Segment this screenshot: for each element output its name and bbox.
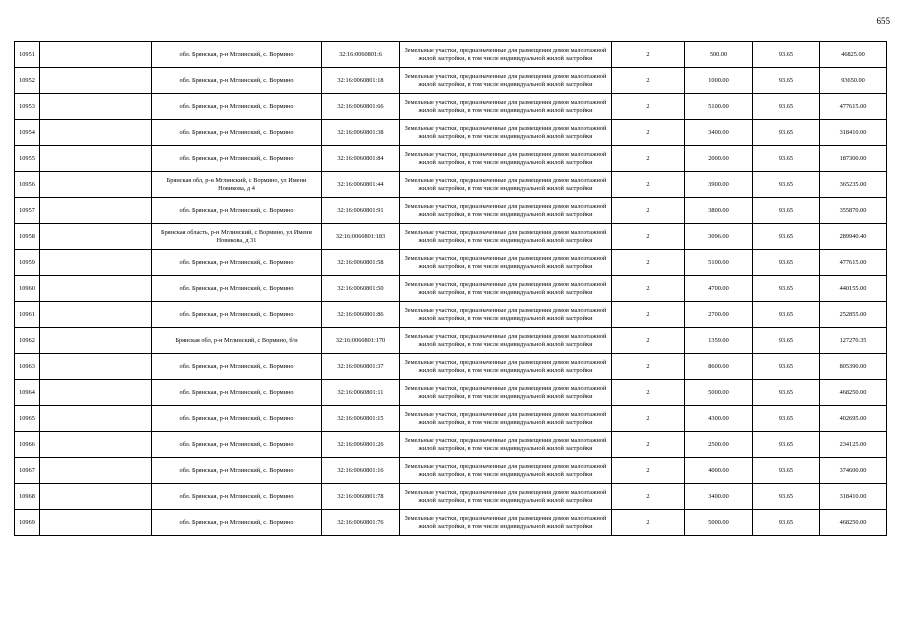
table-row	[15, 42, 887, 68]
row-number-cell: 10961	[15, 302, 40, 328]
row-number-cell: 10953	[15, 94, 40, 120]
group-cell: 2	[612, 42, 685, 68]
address-cell: обл. Брянская, р-н Мглинский, с. Вормино	[152, 406, 322, 432]
cadastral-value-cell: 468250.00	[820, 510, 887, 536]
row-number-cell: 10951	[15, 42, 40, 68]
row-number-cell: 10960	[15, 276, 40, 302]
blank-cell	[40, 510, 152, 536]
cadastral-number-cell: 32:16:0060801:50	[322, 276, 400, 302]
land-use-type-cell: Земельные участки, предназначенные для размещения домов малоэтажной жилой застройки, в том числе индивидуальной жилой застройки	[400, 328, 612, 354]
cadastral-number-cell: 32:16:0060801:6	[322, 42, 400, 68]
blank-cell	[40, 198, 152, 224]
land-use-type-cell: Земельные участки, предназначенные для размещения домов малоэтажной жилой застройки, в том числе индивидуальной жилой застройки	[400, 172, 612, 198]
group-cell: 2	[612, 172, 685, 198]
address-cell: Брянская область, р-н Мглинский, с Вормино, ул Имени Новикова, д 31	[152, 224, 322, 250]
land-registry-table	[14, 41, 887, 536]
land-use-type-cell: Земельные участки, предназначенные для размещения домов малоэтажной жилой застройки, в том числе индивидуальной жилой застройки	[400, 458, 612, 484]
group-cell: 2	[612, 328, 685, 354]
row-number-cell: 10962	[15, 328, 40, 354]
table-row	[15, 354, 887, 380]
group-cell: 2	[612, 68, 685, 94]
row-number-cell: 10957	[15, 198, 40, 224]
group-cell: 2	[612, 380, 685, 406]
blank-cell	[40, 328, 152, 354]
cadastral-value-cell: 477615.00	[820, 94, 887, 120]
cadastral-number-cell: 32:16:0060801:18	[322, 68, 400, 94]
blank-cell	[40, 276, 152, 302]
blank-cell	[40, 250, 152, 276]
cadastral-value-cell: 374600.00	[820, 458, 887, 484]
area-cell: 4700.00	[685, 276, 753, 302]
address-cell: Брянская обл, р-н Мглинский, с Вормино, ул Имени Новикова, д 4	[152, 172, 322, 198]
cadastral-number-cell: 32:16:0060801:183	[322, 224, 400, 250]
area-cell: 500.00	[685, 42, 753, 68]
cadastral-value-cell: 127270.35	[820, 328, 887, 354]
cadastral-value-cell: 318410.00	[820, 120, 887, 146]
row-number-cell: 10968	[15, 484, 40, 510]
group-cell: 2	[612, 354, 685, 380]
blank-cell	[40, 120, 152, 146]
row-number-cell: 10967	[15, 458, 40, 484]
area-cell: 3900.00	[685, 172, 753, 198]
blank-cell	[40, 42, 152, 68]
row-number-cell: 10955	[15, 146, 40, 172]
table-row	[15, 328, 887, 354]
blank-cell	[40, 484, 152, 510]
address-cell: обл. Брянская, р-н Мглинский, с. Вормино	[152, 276, 322, 302]
land-use-type-cell: Земельные участки, предназначенные для размещения домов малоэтажной жилой застройки, в том числе индивидуальной жилой застройки	[400, 380, 612, 406]
cadastral-value-cell: 355870.00	[820, 198, 887, 224]
land-use-type-cell: Земельные участки, предназначенные для размещения домов малоэтажной жилой застройки, в том числе индивидуальной жилой застройки	[400, 42, 612, 68]
table-row	[15, 172, 887, 198]
group-cell: 2	[612, 510, 685, 536]
land-use-type-cell: Земельные участки, предназначенные для размещения домов малоэтажной жилой застройки, в том числе индивидуальной жилой застройки	[400, 68, 612, 94]
area-cell: 3800.00	[685, 198, 753, 224]
cadastral-number-cell: 32:16:0060801:26	[322, 432, 400, 458]
area-cell: 1359.00	[685, 328, 753, 354]
table-body	[15, 42, 887, 536]
table-row	[15, 120, 887, 146]
blank-cell	[40, 380, 152, 406]
rate-cell: 93.65	[753, 198, 820, 224]
cadastral-number-cell: 32:16:0060801:66	[322, 94, 400, 120]
area-cell: 8600.00	[685, 354, 753, 380]
rate-cell: 93.65	[753, 276, 820, 302]
address-cell: обл. Брянская, р-н Мглинский, с. Вормино	[152, 432, 322, 458]
cadastral-value-cell: 234125.00	[820, 432, 887, 458]
cadastral-value-cell: 252855.00	[820, 302, 887, 328]
land-use-type-cell: Земельные участки, предназначенные для размещения домов малоэтажной жилой застройки, в том числе индивидуальной жилой застройки	[400, 276, 612, 302]
page-number: 655	[876, 16, 890, 26]
land-use-type-cell: Земельные участки, предназначенные для размещения домов малоэтажной жилой застройки, в том числе индивидуальной жилой застройки	[400, 250, 612, 276]
row-number-cell: 10966	[15, 432, 40, 458]
cadastral-value-cell: 402695.00	[820, 406, 887, 432]
cadastral-number-cell: 32:16:0060801:15	[322, 406, 400, 432]
cadastral-number-cell: 32:16:0060801:84	[322, 146, 400, 172]
cadastral-value-cell: 468250.00	[820, 380, 887, 406]
group-cell: 2	[612, 94, 685, 120]
group-cell: 2	[612, 146, 685, 172]
blank-cell	[40, 458, 152, 484]
row-number-cell: 10964	[15, 380, 40, 406]
land-use-type-cell: Земельные участки, предназначенные для размещения домов малоэтажной жилой застройки, в том числе индивидуальной жилой застройки	[400, 432, 612, 458]
rate-cell: 93.65	[753, 354, 820, 380]
cadastral-number-cell: 32:16:0060801:78	[322, 484, 400, 510]
land-use-type-cell: Земельные участки, предназначенные для размещения домов малоэтажной жилой застройки, в том числе индивидуальной жилой застройки	[400, 120, 612, 146]
row-number-cell: 10954	[15, 120, 40, 146]
rate-cell: 93.65	[753, 458, 820, 484]
area-cell: 2700.00	[685, 302, 753, 328]
address-cell: обл. Брянская, р-н Мглинский, с. Вормино	[152, 458, 322, 484]
cadastral-number-cell: 32:16:0060801:58	[322, 250, 400, 276]
area-cell: 3096.00	[685, 224, 753, 250]
rate-cell: 93.65	[753, 250, 820, 276]
table-row	[15, 380, 887, 406]
group-cell: 2	[612, 484, 685, 510]
area-cell: 3400.00	[685, 484, 753, 510]
rate-cell: 93.65	[753, 432, 820, 458]
address-cell: обл. Брянская, р-н Мглинский, с. Вормино	[152, 354, 322, 380]
row-number-cell: 10959	[15, 250, 40, 276]
table-row	[15, 94, 887, 120]
area-cell: 4300.00	[685, 406, 753, 432]
land-use-type-cell: Земельные участки, предназначенные для размещения домов малоэтажной жилой застройки, в том числе индивидуальной жилой застройки	[400, 406, 612, 432]
blank-cell	[40, 432, 152, 458]
row-number-cell: 10969	[15, 510, 40, 536]
cadastral-value-cell: 440155.00	[820, 276, 887, 302]
row-number-cell: 10958	[15, 224, 40, 250]
table-row	[15, 68, 887, 94]
address-cell: обл. Брянская, р-н Мглинский, с. Вормино	[152, 42, 322, 68]
table-row	[15, 198, 887, 224]
blank-cell	[40, 146, 152, 172]
cadastral-value-cell: 93650.00	[820, 68, 887, 94]
area-cell: 2500.00	[685, 432, 753, 458]
rate-cell: 93.65	[753, 510, 820, 536]
land-use-type-cell: Земельные участки, предназначенные для размещения домов малоэтажной жилой застройки, в том числе индивидуальной жилой застройки	[400, 354, 612, 380]
address-cell: обл. Брянская, р-н Мглинский, с. Вормино	[152, 250, 322, 276]
address-cell: обл. Брянская, р-н Мглинский, с. Вормино	[152, 510, 322, 536]
table-row	[15, 250, 887, 276]
group-cell: 2	[612, 224, 685, 250]
group-cell: 2	[612, 120, 685, 146]
area-cell: 5000.00	[685, 380, 753, 406]
table-row	[15, 406, 887, 432]
cadastral-value-cell: 318410.00	[820, 484, 887, 510]
address-cell: Брянская обл, р-н Мглинский, с Вормино, б/н	[152, 328, 322, 354]
group-cell: 2	[612, 276, 685, 302]
table-row	[15, 302, 887, 328]
cadastral-number-cell: 32:16:0060801:37	[322, 354, 400, 380]
area-cell: 5000.00	[685, 510, 753, 536]
table-row	[15, 458, 887, 484]
table-row	[15, 276, 887, 302]
cadastral-number-cell: 32:16:0060801:38	[322, 120, 400, 146]
table-row	[15, 484, 887, 510]
rate-cell: 93.65	[753, 68, 820, 94]
area-cell: 5100.00	[685, 94, 753, 120]
blank-cell	[40, 94, 152, 120]
blank-cell	[40, 224, 152, 250]
rate-cell: 93.65	[753, 172, 820, 198]
cadastral-value-cell: 46825.00	[820, 42, 887, 68]
cadastral-value-cell: 289940.40	[820, 224, 887, 250]
blank-cell	[40, 354, 152, 380]
address-cell: обл. Брянская, р-н Мглинский, с. Вормино	[152, 94, 322, 120]
area-cell: 3400.00	[685, 120, 753, 146]
address-cell: обл. Брянская, р-н Мглинский, с. Вормино	[152, 380, 322, 406]
rate-cell: 93.65	[753, 42, 820, 68]
address-cell: обл. Брянская, р-н Мглинский, с. Вормино	[152, 68, 322, 94]
rate-cell: 93.65	[753, 328, 820, 354]
land-use-type-cell: Земельные участки, предназначенные для размещения домов малоэтажной жилой застройки, в том числе индивидуальной жилой застройки	[400, 510, 612, 536]
group-cell: 2	[612, 406, 685, 432]
cadastral-number-cell: 32:16:0060801:76	[322, 510, 400, 536]
cadastral-number-cell: 32:16:0060801:44	[322, 172, 400, 198]
rate-cell: 93.65	[753, 302, 820, 328]
cadastral-number-cell: 32:16:0060801:16	[322, 458, 400, 484]
area-cell: 5100.00	[685, 250, 753, 276]
rate-cell: 93.65	[753, 146, 820, 172]
land-use-type-cell: Земельные участки, предназначенные для размещения домов малоэтажной жилой застройки, в том числе индивидуальной жилой застройки	[400, 198, 612, 224]
area-cell: 4000.00	[685, 458, 753, 484]
cadastral-number-cell: 32:16:0060801:170	[322, 328, 400, 354]
area-cell: 1000.00	[685, 68, 753, 94]
blank-cell	[40, 68, 152, 94]
blank-cell	[40, 302, 152, 328]
row-number-cell: 10956	[15, 172, 40, 198]
group-cell: 2	[612, 432, 685, 458]
cadastral-value-cell: 365235.00	[820, 172, 887, 198]
rate-cell: 93.65	[753, 120, 820, 146]
cadastral-value-cell: 477615.00	[820, 250, 887, 276]
address-cell: обл. Брянская, р-н Мглинский, с. Вормино	[152, 146, 322, 172]
group-cell: 2	[612, 198, 685, 224]
table-row	[15, 432, 887, 458]
land-use-type-cell: Земельные участки, предназначенные для размещения домов малоэтажной жилой застройки, в том числе индивидуальной жилой застройки	[400, 94, 612, 120]
cadastral-number-cell: 32:16:0060801:86	[322, 302, 400, 328]
land-use-type-cell: Земельные участки, предназначенные для размещения домов малоэтажной жилой застройки, в том числе индивидуальной жилой застройки	[400, 146, 612, 172]
land-use-type-cell: Земельные участки, предназначенные для размещения домов малоэтажной жилой застройки, в том числе индивидуальной жилой застройки	[400, 484, 612, 510]
rate-cell: 93.65	[753, 380, 820, 406]
land-use-type-cell: Земельные участки, предназначенные для размещения домов малоэтажной жилой застройки, в том числе индивидуальной жилой застройки	[400, 224, 612, 250]
land-use-type-cell: Земельные участки, предназначенные для размещения домов малоэтажной жилой застройки, в том числе индивидуальной жилой застройки	[400, 302, 612, 328]
group-cell: 2	[612, 458, 685, 484]
blank-cell	[40, 406, 152, 432]
area-cell: 2000.00	[685, 146, 753, 172]
address-cell: обл. Брянская, р-н Мглинский, с. Вормино	[152, 484, 322, 510]
row-number-cell: 10965	[15, 406, 40, 432]
rate-cell: 93.65	[753, 484, 820, 510]
table-row	[15, 510, 887, 536]
table-row	[15, 146, 887, 172]
row-number-cell: 10963	[15, 354, 40, 380]
blank-cell	[40, 172, 152, 198]
cadastral-value-cell: 187300.00	[820, 146, 887, 172]
address-cell: обл. Брянская, р-н Мглинский, с. Вормино	[152, 120, 322, 146]
row-number-cell: 10952	[15, 68, 40, 94]
group-cell: 2	[612, 302, 685, 328]
rate-cell: 93.65	[753, 406, 820, 432]
address-cell: обл. Брянская, р-н Мглинский, с. Вормино	[152, 198, 322, 224]
cadastral-number-cell: 32:16:0060801:91	[322, 198, 400, 224]
group-cell: 2	[612, 250, 685, 276]
rate-cell: 93.65	[753, 94, 820, 120]
cadastral-number-cell: 32:16:0060801:11	[322, 380, 400, 406]
cadastral-value-cell: 805390.00	[820, 354, 887, 380]
rate-cell: 93.65	[753, 224, 820, 250]
table-row	[15, 224, 887, 250]
address-cell: обл. Брянская, р-н Мглинский, с. Вормино	[152, 302, 322, 328]
